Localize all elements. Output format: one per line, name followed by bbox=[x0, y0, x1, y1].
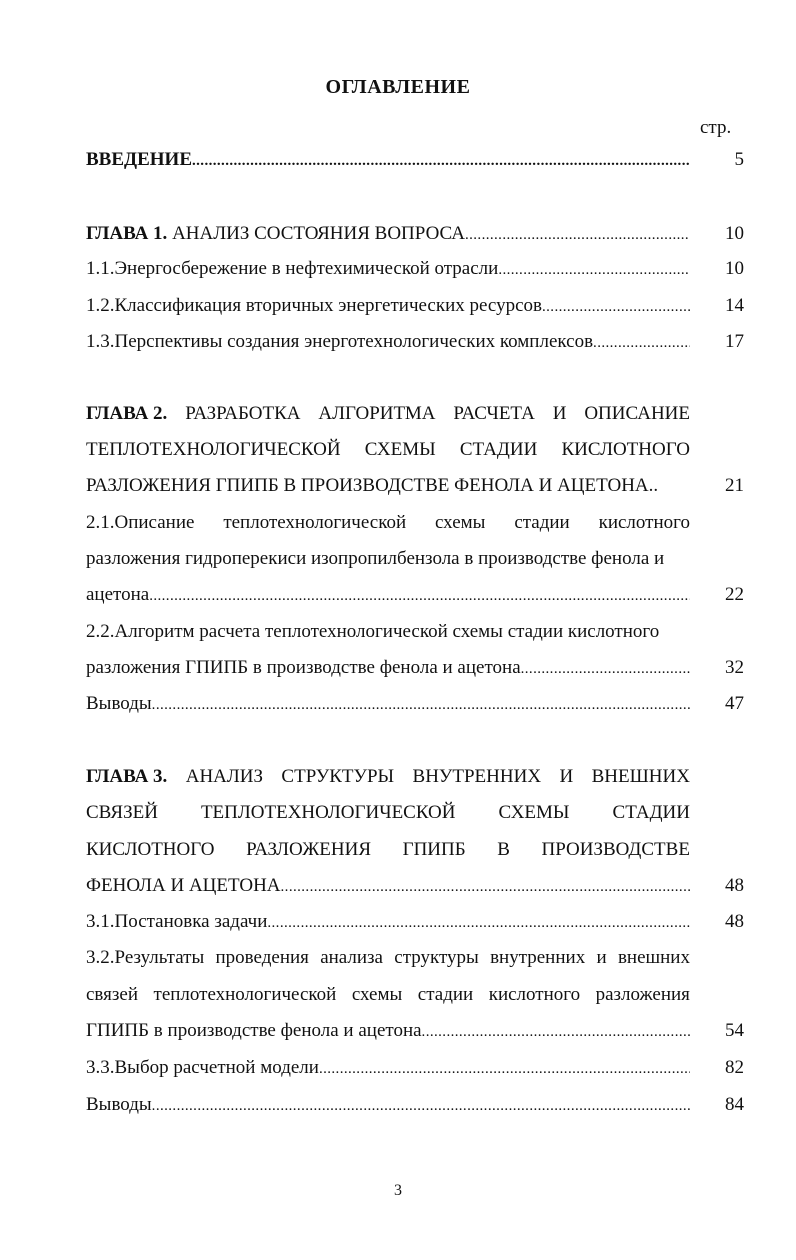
word: СХЕМЫ bbox=[498, 802, 570, 823]
word: 3.2.Результаты bbox=[86, 947, 205, 968]
toc-chapter-2-line-3[interactable]: РАЗЛОЖЕНИЯ ГПИПБ В ПРОИЗВОДСТВЕ ФЕНОЛА И АЦЕТОНА.. bbox=[86, 475, 659, 496]
word: проведения bbox=[215, 947, 309, 968]
toc-section-2-1-line-3[interactable] bbox=[86, 583, 690, 608]
word: СХЕМЫ bbox=[364, 439, 436, 460]
word: ОПИСАНИЕ bbox=[584, 403, 690, 424]
section-label: 3.3.Выбор расчетной модели bbox=[86, 1057, 319, 1078]
word: ГПИПБ bbox=[402, 839, 466, 860]
word: В bbox=[497, 839, 510, 860]
section-label: 3.1.Постановка задачи bbox=[86, 911, 268, 932]
toc-chapter-2-line-1[interactable] bbox=[86, 402, 690, 426]
word: схемы bbox=[351, 984, 403, 1005]
page-title: ОГЛАВЛЕНИЕ bbox=[325, 76, 471, 98]
word: стадии bbox=[417, 984, 474, 1005]
section-label: Выводы bbox=[86, 1094, 152, 1115]
word: 2.1.Описание bbox=[86, 512, 195, 533]
word: анализа bbox=[320, 947, 383, 968]
toc-section-2-2-line-2[interactable] bbox=[86, 656, 690, 681]
toc-intro-page: 5 bbox=[734, 149, 744, 170]
toc-section-3-1[interactable] bbox=[86, 910, 690, 935]
word: ТЕПЛОТЕХНОЛОГИЧЕСКОЙ bbox=[86, 439, 341, 460]
toc-chapter-2-line-2[interactable] bbox=[86, 438, 690, 462]
toc-section-1-1[interactable] bbox=[86, 257, 690, 282]
section-label: разложения ГПИПБ в производстве фенола и ацетона bbox=[86, 657, 521, 678]
word: СТРУКТУРЫ bbox=[281, 766, 395, 787]
toc-section-1-2[interactable] bbox=[86, 294, 690, 319]
toc-section-2-1-line-1[interactable] bbox=[86, 511, 690, 535]
word: внешних bbox=[617, 947, 690, 968]
toc-section-3-2-page: 54 bbox=[725, 1020, 744, 1041]
word: теплотехнологической bbox=[223, 512, 407, 533]
toc-chapter-2-conclusions-page: 47 bbox=[725, 693, 744, 714]
toc-section-2-2-page: 32 bbox=[725, 657, 744, 678]
word: И bbox=[552, 403, 567, 424]
word: СТАДИИ bbox=[612, 802, 690, 823]
word: РАСЧЕТА bbox=[453, 403, 535, 424]
word: структуры bbox=[394, 947, 479, 968]
word: РАЗЛОЖЕНИЯ bbox=[246, 839, 372, 860]
word: РАЗРАБОТКА bbox=[185, 403, 301, 424]
toc-chapter-3-line-3[interactable] bbox=[86, 838, 690, 862]
toc-section-2-1-line-2[interactable]: разложения гидроперекиси изопропилбензола в производстве фенола и bbox=[86, 548, 665, 569]
toc-section-3-3[interactable] bbox=[86, 1056, 690, 1081]
toc-chapter-3-page: 48 bbox=[725, 875, 744, 896]
chapter-1-title: АНАЛИЗ СОСТОЯНИЯ ВОПРОСА bbox=[167, 223, 465, 244]
word: кислотного bbox=[598, 512, 690, 533]
page-column-label: стр. bbox=[700, 117, 732, 138]
page-number: 3 bbox=[394, 1182, 402, 1199]
toc-chapter-3-conclusions[interactable] bbox=[86, 1093, 690, 1118]
word: ВНЕШНИХ bbox=[591, 766, 690, 787]
toc-intro-label: ВВЕДЕНИЕ bbox=[86, 149, 192, 170]
toc-chapter-3-line-2[interactable] bbox=[86, 801, 690, 825]
word: КИСЛОТНОГО bbox=[86, 839, 215, 860]
toc-chapter-1-page: 10 bbox=[725, 223, 744, 244]
word: КИСЛОТНОГО bbox=[561, 439, 690, 460]
section-label: ГПИПБ в производстве фенола и ацетона bbox=[86, 1020, 422, 1041]
word: внутренних bbox=[490, 947, 586, 968]
word: стадии bbox=[514, 512, 570, 533]
word: кислотного bbox=[488, 984, 581, 1005]
section-label: Выводы bbox=[86, 693, 152, 714]
word: схемы bbox=[435, 512, 486, 533]
word: ТЕПЛОТЕХНОЛОГИЧЕСКОЙ bbox=[200, 802, 456, 823]
word: ПРОИЗВОДСТВЕ bbox=[541, 839, 690, 860]
toc-section-3-2-line-1[interactable] bbox=[86, 946, 690, 970]
toc-chapter-3-line-1[interactable] bbox=[86, 765, 690, 789]
toc-section-1-3[interactable] bbox=[86, 330, 690, 355]
word: АНАЛИЗ bbox=[185, 766, 264, 787]
toc-section-1-2-page: 14 bbox=[725, 295, 744, 316]
toc-section-1-1-page: 10 bbox=[725, 258, 744, 279]
toc-section-3-2-line-2[interactable] bbox=[86, 983, 690, 1007]
word: АЛГОРИТМА bbox=[318, 403, 436, 424]
toc-section-3-1-page: 48 bbox=[725, 911, 744, 932]
chapter-3-number: ГЛАВА 3. bbox=[86, 766, 168, 787]
toc-chapter-2-page: 21 bbox=[725, 475, 744, 496]
toc-chapter-3-line-4[interactable] bbox=[86, 874, 690, 899]
word: ВНУТРЕННИХ bbox=[412, 766, 542, 787]
chapter-1-number: ГЛАВА 1. bbox=[86, 223, 168, 244]
section-label: 1.3.Перспективы создания энерготехнологических комплексов bbox=[86, 331, 594, 352]
section-label: 1.1.Энергосбережение в нефтехимической отрасли bbox=[86, 258, 499, 279]
word: И bbox=[559, 766, 574, 787]
section-label: ФЕНОЛА И АЦЕТОНА bbox=[86, 875, 281, 896]
toc-chapter-1[interactable] bbox=[86, 222, 690, 247]
section-label: 1.2.Классификация вторичных энергетических ресурсов bbox=[86, 295, 542, 316]
toc-section-2-1-page: 22 bbox=[725, 584, 744, 605]
toc-chapter-2-conclusions[interactable] bbox=[86, 692, 690, 717]
toc-section-3-3-page: 82 bbox=[725, 1057, 744, 1078]
section-label: ацетона bbox=[86, 584, 150, 605]
toc-section-3-2-line-3[interactable] bbox=[86, 1019, 690, 1044]
word: СТАДИИ bbox=[459, 439, 538, 460]
toc-section-2-2-line-1[interactable]: 2.2.Алгоритм расчета теплотехнологической схемы стадии кислотного bbox=[86, 621, 660, 642]
toc-intro[interactable] bbox=[86, 148, 690, 173]
word: СВЯЗЕЙ bbox=[86, 802, 158, 823]
word: связей bbox=[86, 984, 138, 1005]
toc-section-1-3-page: 17 bbox=[725, 331, 744, 352]
word: теплотехнологической bbox=[153, 984, 337, 1005]
toc-chapter-3-conclusions-page: 84 bbox=[725, 1094, 744, 1115]
chapter-2-number: ГЛАВА 2. bbox=[86, 403, 168, 424]
word: разложения bbox=[595, 984, 690, 1005]
word: и bbox=[596, 947, 607, 968]
